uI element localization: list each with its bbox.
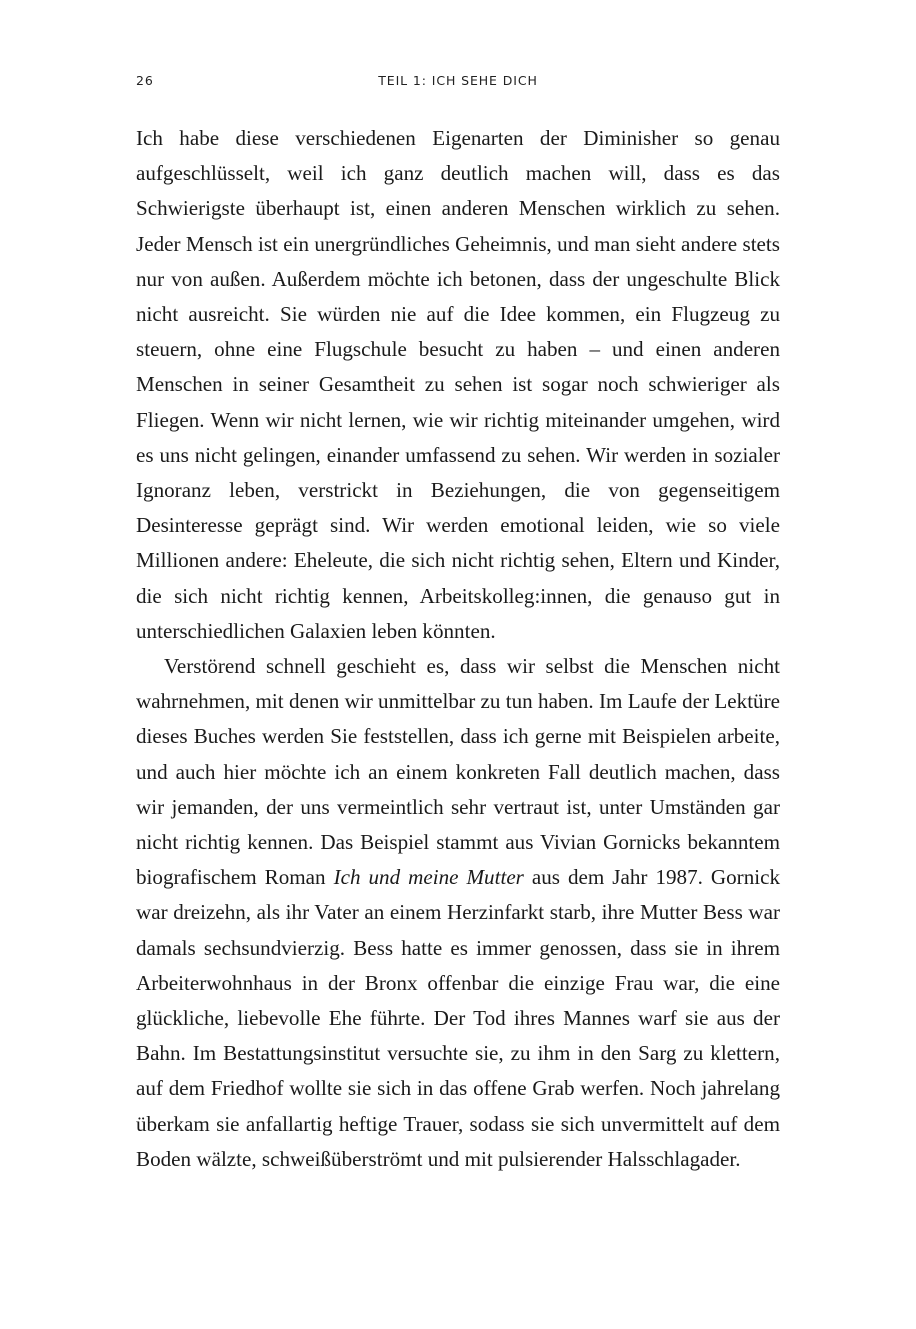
running-head: TEIL 1: ICH SEHE DICH [378, 73, 538, 88]
paragraph: Ich habe diese verschiedenen Eigenarten der Diminisher so genau aufgeschlüsselt, weil ich ganz deutlich machen will, dass es das Schwierigste überhaupt ist, einen anderen Menschen wirklich zu sehen. Jeder Mensch ist ein unergründliches Geheimnis, und man sieht andere stets nur von außen. Außerdem möchte ich betonen, dass der ungeschulte Blick nicht ausreicht. Sie würden nie auf die Idee kommen, ein Flugzeug zu steuern, ohne eine Flugschule besucht zu haben – und einen anderen Menschen in seiner Gesamtheit zu sehen ist sogar noch schwieriger als Fliegen. Wenn wir nicht lernen, wie wir richtig miteinander umgehen, wird es uns nicht gelingen, einander umfassend zu sehen. Wir werden in sozialer Ignoranz leben, verstrickt in Beziehungen, die von gegenseitigem Desinteresse geprägt sind. Wir werden emotional leiden, wie so viele Millionen andere: Eheleute, die sich nicht richtig sehen, Eltern und Kinder, die sich nicht richtig kennen, Arbeitskolleg:innen, die genauso gut in unterschiedlichen Galaxien leben könnten. [136, 126, 780, 643]
paragraph-text: Verstörend schnell geschieht es, dass wir selbst die Menschen nicht wahrnehmen, mit denen wir unmittelbar zu tun haben. Im Laufe der Lektüre dieses Buches werden Sie feststellen, dass ich gerne mit Beispielen arbeite, und auch hier möchte ich an einem konkreten Fall deutlich machen, dass wir jemanden, der uns vermeintlich sehr vertraut ist, unter Umständen gar nicht richtig kennen. Das Beispiel stammt aus Vivian Gornicks bekanntem biografischem Roman [136, 654, 780, 890]
page-header [136, 73, 780, 93]
page-number: 26 [136, 73, 154, 88]
paragraph [136, 649, 780, 1177]
body-text [136, 121, 780, 1177]
paragraph-text: aus dem Jahr 1987. Gornick war dreizehn, als ihr Vater an einem Herzinfarkt starb, ihre Mutter Bess war damals sechsundvierzig. Bess hatte es immer genossen, dass sie in ihrem Arbeiterwohnhaus in der Bronx offenbar die einzige Frau war, die eine glückliche, liebevolle Ehe führte. Der Tod ihres Mannes warf sie aus der Bahn. Im Bestattungsinstitut versuchte sie, zu ihm in den Sarg zu klettern, auf dem Friedhof wollte sie sich in das offene Grab werfen. Noch jahrelang überkam sie anfallartig heftige Trauer, sodass sie sich unvermittelt auf dem Boden wälzte, schweißüberströmt und mit pulsierender Halsschlagader. [136, 865, 781, 1171]
book-title: Ich und meine Mutter [333, 865, 524, 890]
